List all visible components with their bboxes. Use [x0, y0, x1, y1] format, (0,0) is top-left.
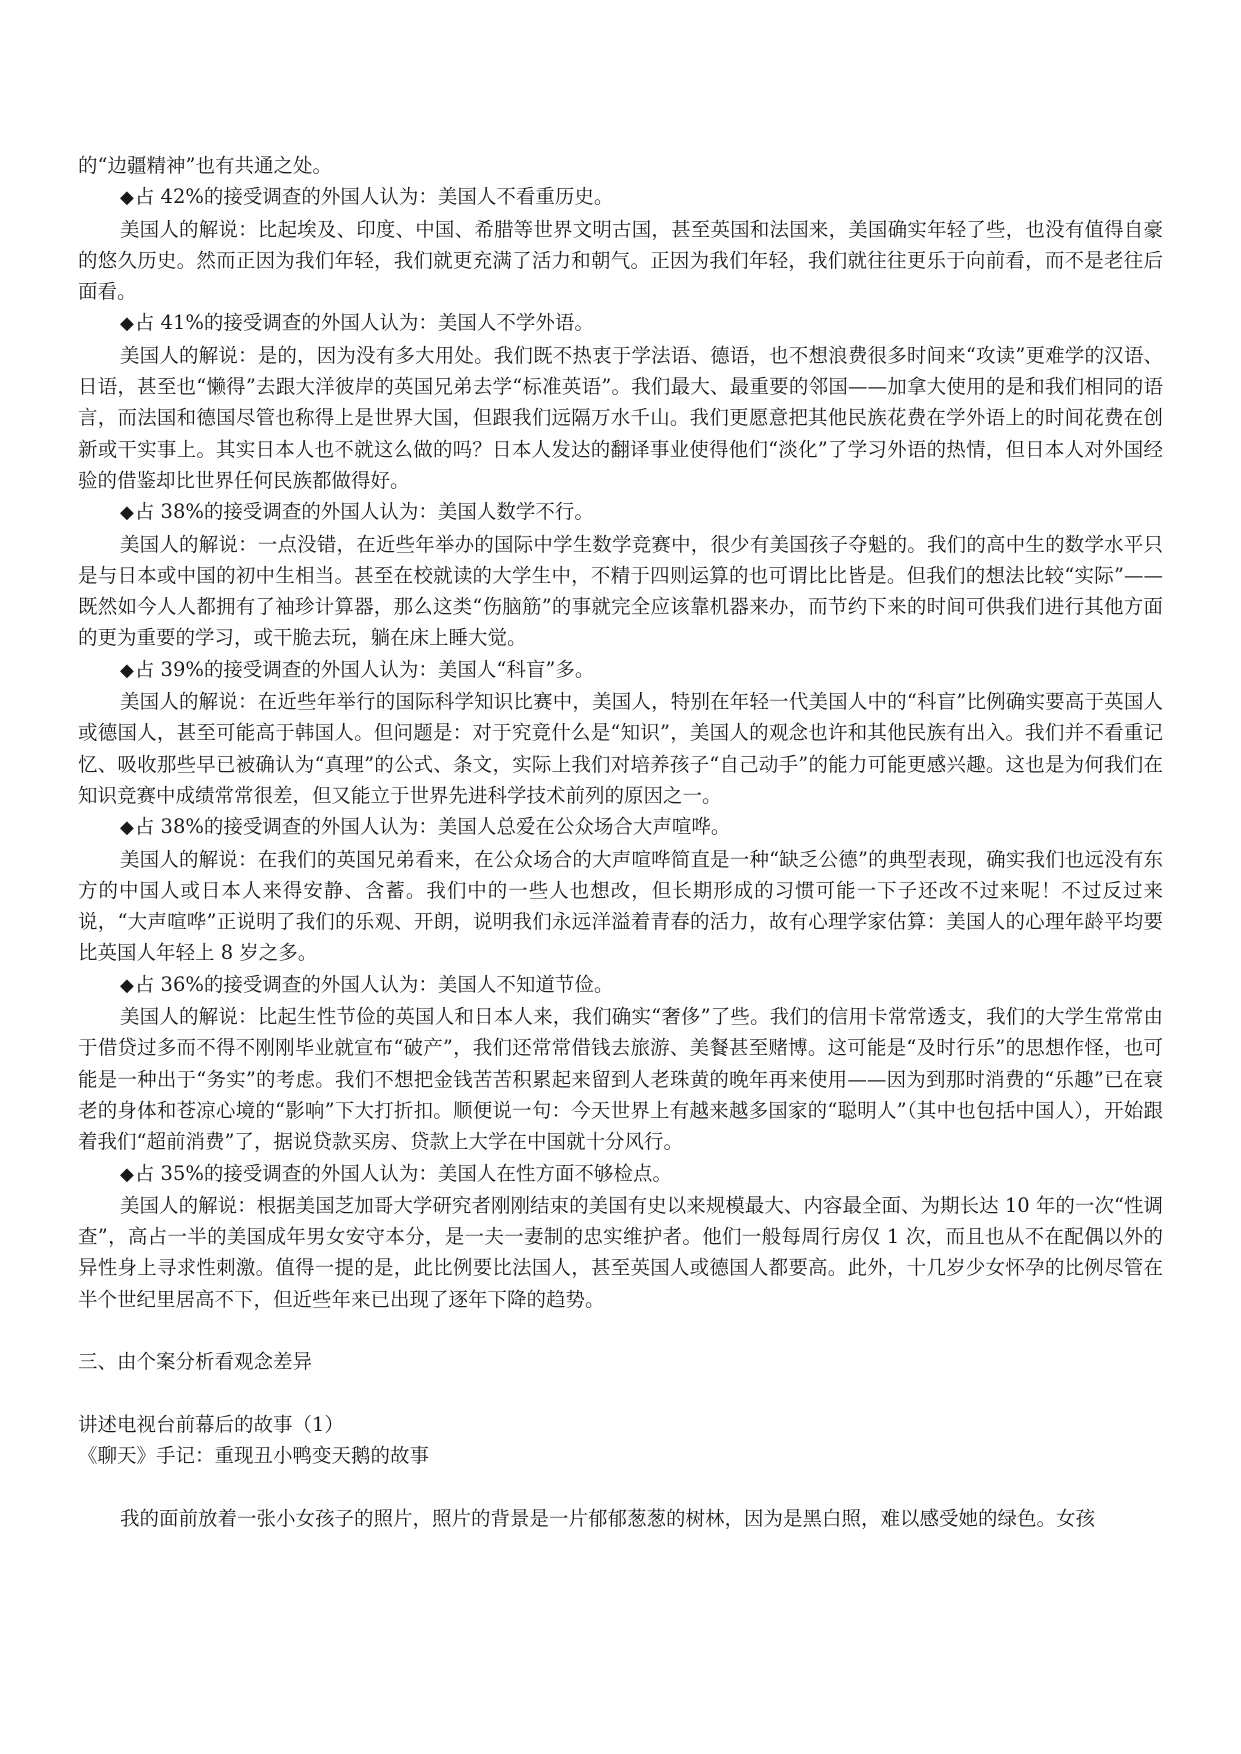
survey-item-text: 占 38%的接受调查的外国人认为：美国人数学不行。: [134, 500, 594, 524]
survey-item: [78, 969, 1163, 1001]
story-subtitle: 《聊天》手记：重现丑小鸭变天鹅的故事: [78, 1444, 430, 1468]
diamond-bullet-icon: ◆: [120, 187, 134, 209]
survey-item: [78, 307, 1163, 339]
diamond-bullet-icon: ◆: [120, 1163, 134, 1185]
survey-item-text: 占 42%的接受调查的外国人认为：美国人不看重历史。: [134, 185, 614, 209]
survey-item-text: 占 38%的接受调查的外国人认为：美国人总爱在公众场合大声喧哗。: [134, 815, 731, 839]
explanation-paragraph: 美国人的解说：是的，因为没有多大用处。我们既不热衷于学法语、德语，也不想浪费很多时间来“攻读”更难学的汉语、日语，甚至也“懒得”去跟大洋彼岸的英国兄弟去学“标准英语”。我们最大、最重要的邻国——加拿大使用的是和我们相同的语言，而法国和德国尽管也称得上是世界大国，但跟我们远隔万水千山。我们更愿意把其他民族花费在学外语上的时间花费在创新或干实事上。其实日本人也不就这么做的吗？日本人发达的翻译事业使得他们“淡化”了学习外语的热情，但日本人对外国经验的借鉴却比世界任何民族都做得好。: [78, 343, 1163, 492]
survey-item: [78, 496, 1163, 528]
survey-item: [78, 811, 1163, 843]
paragraph-continuation: 的“边疆精神”也有共通之处。: [78, 154, 332, 177]
survey-item: [78, 181, 1163, 213]
diamond-bullet-icon: ◆: [120, 502, 134, 524]
explanation-paragraph: 美国人的解说：比起生性节俭的英国人和日本人来，我们确实“奢侈”了些。我们的信用卡常常透支，我们的大学生常常由于借贷过多而不得不刚刚毕业就宣布“破产”，我们还常常借钱去旅游、美餐甚至赌博。这可能是“及时行乐”的思想作怪，也可能是一种出于“务实”的考虑。我们不想把金钱苦苦积累起来留到人老珠黄的晚年再来使用——因为到那时消费的“乐趣”已在衰老的身体和苍凉心境的“影响”下大打折扣。顺便说一句：今天世界上有越来越多国家的“聪明人”（其中也包括中国人），开始跟着我们“超前消费”了，据说贷款买房、贷款上大学在中国就十分风行。: [78, 1005, 1163, 1154]
story-paragraph: 我的面前放着一张小女孩子的照片，照片的背景是一片郁郁葱葱的树林，因为是黑白照，难以感受她的绿色。女孩: [120, 1506, 1096, 1530]
survey-item-text: 占 35%的接受调查的外国人认为：美国人在性方面不够检点。: [134, 1161, 672, 1185]
survey-item: [78, 1158, 1163, 1190]
survey-item-text: 占 36%的接受调查的外国人认为：美国人不知道节俭。: [134, 972, 614, 996]
survey-item: [78, 654, 1163, 686]
section-heading: 三、由个案分析看观念差异: [78, 1350, 313, 1374]
explanation-paragraph: 美国人的解说：在近些年举行的国际科学知识比赛中，美国人，特别在年轻一代美国人中的“科盲”比例确实要高于英国人或德国人，甚至可能高于韩国人。但问题是：对于究竟什么是“知识”，美国人的观念也许和其他民族有出入。我们并不看重记忆、吸收那些早已被确认为“真理”的公式、条文，实际上我们对培养孩子“自己动手”的能力可能更感兴趣。这也是为何我们在知识竞赛中成绩常常很差，但又能立于世界先进科学技术前列的原因之一。: [78, 690, 1163, 807]
diamond-bullet-icon: ◆: [120, 313, 134, 335]
explanation-paragraph: 美国人的解说：在我们的英国兄弟看来，在公众场合的大声喧哗简直是一种“缺乏公德”的典型表现，确实我们也远没有东方的中国人或日本人来得安静、含蓄。我们中的一些人也想改，但长期形成的习惯可能一下子还改不过来呢！不过反过来说，“大声喧哗”正说明了我们的乐观、开朗，说明我们永远洋溢着青春的活力，故有心理学家估算：美国人的心理年龄平均要比英国人年轻上 8 岁之多。: [78, 847, 1163, 965]
diamond-bullet-icon: ◆: [120, 974, 134, 996]
blank-line: [78, 1471, 1163, 1502]
explanation-paragraph: 美国人的解说：一点没错，在近些年举办的国际中学生数学竞赛中，很少有美国孩子夺魁的。我们的高中生的数学水平只是与日本或中国的初中生相当。甚至在校就读的大学生中，不精于四则运算的也可谓比比皆是。但我们的想法比较“实际”——既然如今人人都拥有了袖珍计算器，那么这类“伤脑筋”的事就完全应该靠机器来办，而节约下来的时间可供我们进行其他方面的更为重要的学习，或干脆去玩，躺在床上睡大觉。: [78, 532, 1163, 650]
document-page: [78, 150, 1163, 1534]
survey-item-text: 占 39%的接受调查的外国人认为：美国人“科盲”多。: [134, 657, 595, 681]
blank-line: [78, 1315, 1163, 1346]
explanation-paragraph: 美国人的解说：根据美国芝加哥大学研究者刚刚结束的美国有史以来规模最大、内容最全面、为期长达 10 年的一次“性调查”，高占一半的美国成年男女安守本分，是一夫一妻制的忠实维护者。他们一般每周行房仅 1 次，而且也从不在配偶以外的异性身上寻求性刺激。值得一提的是，此比例要比法国人，甚至英国人或德国人都要高。此外，十几岁少女怀孕的比例尽管在半个世纪里居高不下，但近些年来已出现了逐年下降的趋势。: [78, 1193, 1163, 1311]
blank-line: [78, 1378, 1163, 1409]
diamond-bullet-icon: ◆: [120, 817, 134, 839]
survey-item-text: 占 41%的接受调查的外国人认为：美国人不学外语。: [134, 311, 594, 335]
story-heading: 讲述电视台前幕后的故事（1）: [78, 1412, 344, 1436]
explanation-paragraph: 美国人的解说：比起埃及、印度、中国、希腊等世界文明古国，甚至英国和法国来，美国确实年轻了些，也没有值得自豪的悠久历史。然而正因为我们年轻，我们就更充满了活力和朝气。正因为我们年轻，我们就往往更乐于向前看，而不是老往后面看。: [78, 217, 1163, 304]
diamond-bullet-icon: ◆: [120, 659, 134, 681]
